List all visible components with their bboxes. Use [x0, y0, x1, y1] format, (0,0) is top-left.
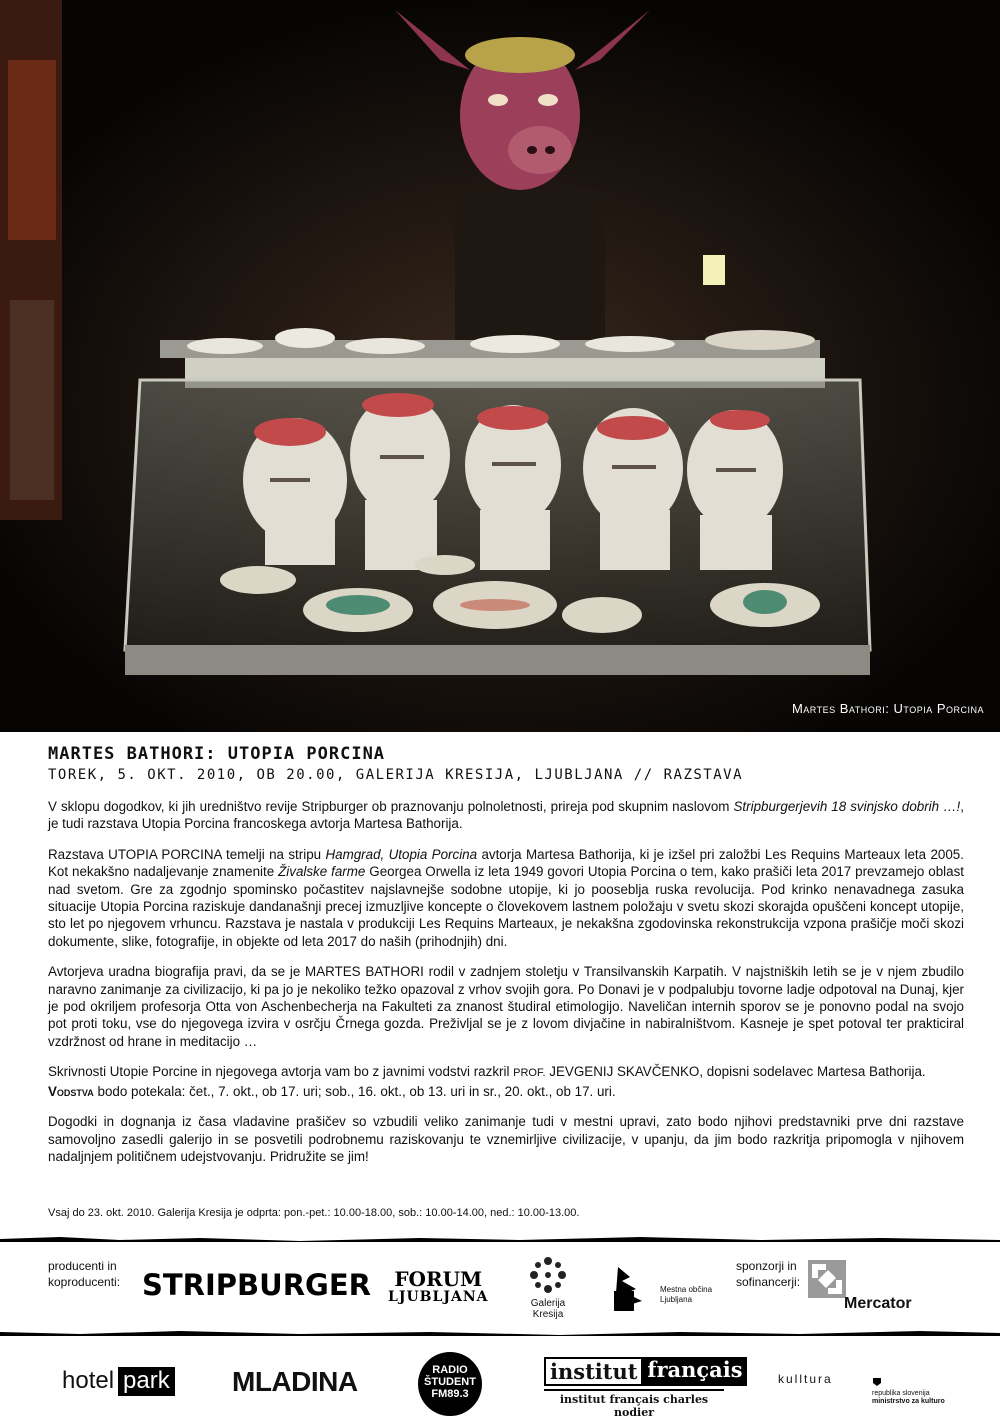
mestna-obcina-line-1: Mestna občina — [660, 1285, 713, 1294]
paragraph-tours-text-c: bodo potekala: čet., 7. okt., ob 17. uri; sob., 16. okt., ob 13. uri in sr., 20. okt., ob 17. uri. — [93, 1083, 616, 1099]
ministry-logo — [872, 1377, 945, 1406]
paragraph-exhibition-text-a: Razstava UTOPIA PORCINA temelji na stripu — [48, 846, 326, 862]
divider-bottom — [0, 1330, 1000, 1336]
producers-label — [48, 1258, 120, 1290]
hotel-park-logo — [62, 1367, 175, 1395]
galerija-kresija-text: Galerija Kresija — [530, 1298, 566, 1320]
producers-label-line-1: producenti in — [48, 1259, 117, 1273]
photo-caption: Martes Bathori: Utopia Porcina — [791, 701, 984, 716]
radio-student-logo — [418, 1352, 482, 1416]
series-title: Stripburgerjevih 18 svinjsko dobrih …! — [733, 799, 961, 814]
paragraph-exhibition — [48, 846, 964, 950]
exhibition-title: MARTES BATHORI: UTOPIA PORCINA — [48, 744, 386, 764]
mestna-obcina-line-2: Ljubljana — [660, 1295, 693, 1304]
prof-abbrev: PROF. — [513, 1067, 546, 1080]
paragraph-intro-text-b: , je tudi razstava Utopia Porcina francoskega avtorja Martesa Bathorija. — [48, 799, 964, 832]
mestna-obcina-logo — [612, 1263, 713, 1316]
divider-top — [0, 1236, 1000, 1242]
institut-francais-logo — [544, 1357, 743, 1419]
opening-hours: Vsaj do 23. okt. 2010. Galerija Kresija je odprta: pon.-pet.: 10.00-18.00, sob.: 10.00-14.00, ned.: 10.00-13.00. — [48, 1207, 580, 1219]
paragraph-guided-tours — [48, 1063, 964, 1100]
mercator-text: Mercator — [844, 1295, 912, 1312]
paragraph-biography: Avtorjeva uradna biografija pravi, da se je MARTES BATHORI rodil v zadnjem stoletju v Transilvanskih Karpatih. V najstniških letih se je v njem zbudilo naravno zanimanje za civilizacijo, ki pa jo je nekoliko težko opazoval z vrhov svojih gora. Po Donavi je v podpalubju tovorne ladje odpotoval na Dunaj, kjer je pod okriljem profesorja Otta von Aschenbecherja na Fakulteti za znanost študiral etimologijo. Naveličan internih sporov se je ponovno podal na svojo pot proti toku, vse do njegovega izvira v osrčju Črnega gozda. Preživljal se je z lovom divjačine in nabiralništvom. Kasneje je spet potoval ter prakticiral vzdržnost od hrane in meditacijo … — [48, 964, 964, 1049]
radio-line-3: FM89.3 — [431, 1388, 469, 1400]
tours-label: Vodstva — [48, 1083, 94, 1099]
galerija-flower-icon — [528, 1255, 568, 1295]
kultura-logo — [778, 1372, 833, 1386]
paragraph-intro — [48, 798, 964, 833]
ministrstvo-text: ministrstvo za kulturo — [872, 1398, 945, 1405]
sponsors-label-line-2: sofinancerji: — [736, 1275, 801, 1289]
paragraph-intro-text-a: V sklopu dogodkov, ki jih uredništvo revije Stripburger ob praznovanju polnoletnosti, prireja pod skupnim naslovom — [48, 799, 734, 814]
paragraph-exhibition-text-c: Georgea Orwella iz leta 1949 govori Utopia Porcina o tem, kako prašiči leta 2017 prevzamejo oblast nad svetom. Gre za zgodnjo spominsko počastitev najslavnejše sodobne utopije, ki jo pooseblja ruska revolucija. Pod krinko nenavadnega zasuka situacije Utopia Porcina raziskuje dandanašnji precej izmuzljive koncepte o človekovem lastnem položaju v svetu skozi skorajda opuščeni koncept utopije, sto let po njegovem vrhuncu. Razstava je nastala v produkciji Les Requins Marteaux, je nekakšna zgodovinska rekonstrukcija vzpona prašičje moči skozi dokumente, slike, fotografije, in objekte od leta 2017 do naših (prihodnjih) dni. — [48, 864, 965, 949]
coat-of-arms-icon — [872, 1377, 882, 1387]
forum-logo-line-2: LJUBLJANA — [388, 1289, 489, 1305]
exhibition-description — [48, 798, 964, 1178]
republika-text: republika slovenija — [872, 1390, 930, 1397]
paragraph-tours-text-a: Skrivnosti Utopie Porcine in njegovega avtorja vam bo z javnimi vodstvi razkril — [48, 1064, 514, 1080]
forum-ljubljana-logo — [388, 1267, 489, 1306]
sponsors-label-line-1: sponzorji in — [736, 1259, 797, 1273]
kultura-text: kulltura — [778, 1372, 833, 1386]
paragraph-closing: Dogodki in dognanja iz časa vladavine prašičev so vzbudili veliko zanimanje tudi v mestni upravi, zato bodo njihovi predstavniki prve dni razstave samovoljno zasedli galerijo in se posvetili podrobnemu raziskovanju te vznemirljive civilizacije, v upanju, da jim bodo razkritja pripomogla v njihovem nadaljnjem političnem udejstvovanju. Pridružite se jim! — [48, 1114, 964, 1164]
comic-title: Hamgrad, Utopia Porcina — [325, 846, 478, 862]
dragon-icon — [612, 1263, 652, 1313]
stripburger-logo: STRIPBURGER — [142, 1268, 371, 1302]
institut-subtitle: institut français charles nodier — [544, 1389, 724, 1419]
radio-line-2: ŠTUDENT — [424, 1376, 476, 1388]
producers-label-line-2: koproducenti: — [48, 1275, 121, 1289]
radio-line-1: RADIO — [432, 1364, 468, 1376]
mladina-logo: MLADINA — [232, 1366, 358, 1397]
paragraph-exhibition-text-b: avtorja Martesa Bathorija, ki je izšel pri založbi Les Requins Marteaux leta 2005. Kot nekakšno nadaljevanje znamenite — [48, 846, 964, 880]
park-text: park — [118, 1367, 175, 1396]
francais-word: français — [643, 1357, 746, 1386]
sponsors-label — [736, 1258, 800, 1290]
orwell-title: Živalske farme — [278, 864, 366, 880]
exhibition-date-venue: TOREK, 5. OKT. 2010, OB 20.00, GALERIJA KRESIJA, LJUBLJANA // RAZSTAVA — [48, 767, 744, 783]
paragraph-tours-text-b: JEVGENIJ SKAVČENKO, dopisni sodelavec Martesa Bathorija. — [545, 1064, 926, 1080]
galerija-kresija-logo — [518, 1255, 578, 1320]
institut-word: institut — [544, 1357, 643, 1386]
mercator-mark-icon — [808, 1260, 846, 1298]
forum-logo-line-1: FORUM — [394, 1267, 483, 1291]
mercator-logo — [808, 1260, 912, 1312]
hotel-text: hotel — [62, 1367, 115, 1394]
